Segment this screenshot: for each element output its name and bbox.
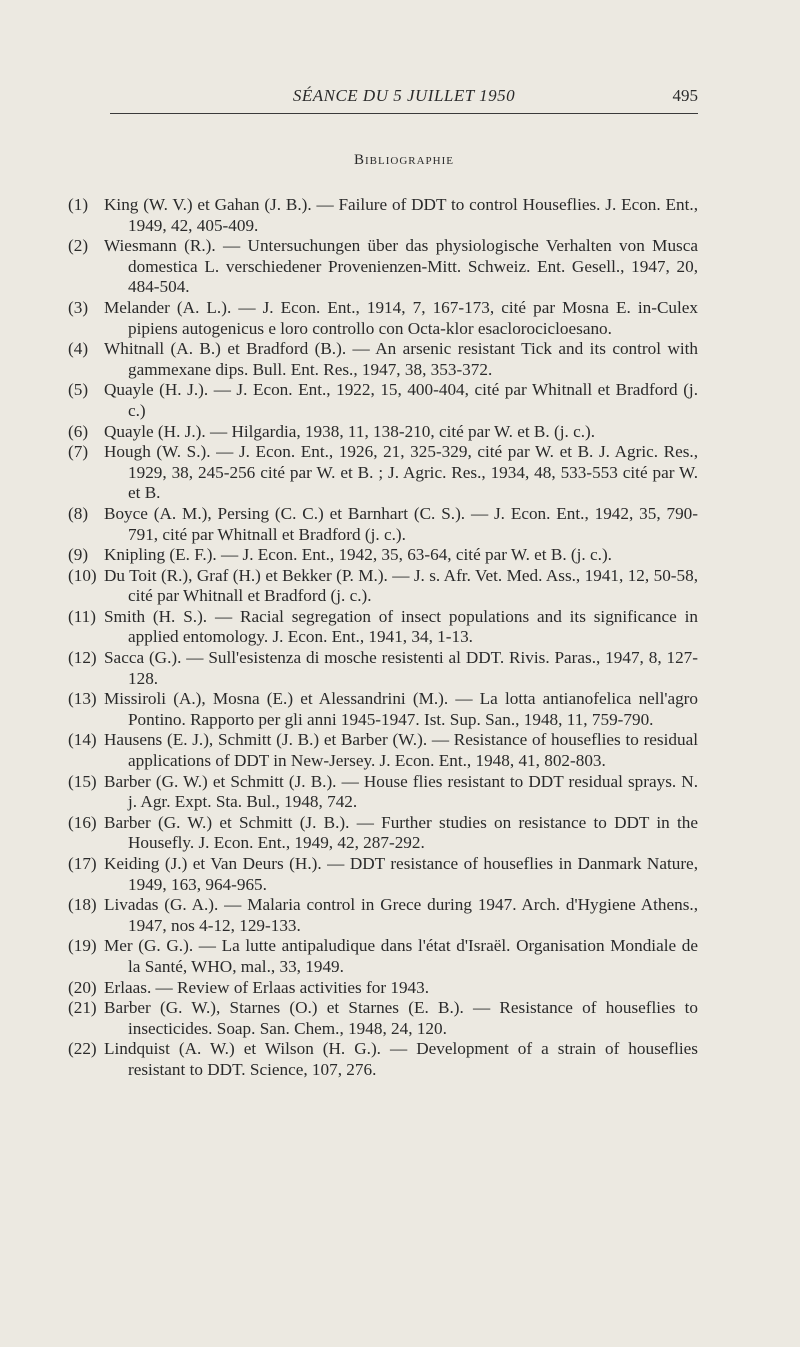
- reference-item: [68, 936, 700, 977]
- reference-number: (12): [68, 648, 97, 668]
- reference-text: Lindquist (A. W.) et Wilson (H. G.). — Development of a strain of houseflies resistant to DDT. Science, 107, 276.: [104, 1039, 698, 1079]
- header-rule: [110, 113, 698, 114]
- reference-number: (15): [68, 771, 97, 791]
- reference-number: (14): [68, 730, 97, 750]
- reference-number: (3): [68, 297, 89, 317]
- reference-text: Quayle (H. J.). — Hilgardia, 1938, 11, 138-210, cité par W. et B. (j. c.).: [104, 421, 596, 441]
- reference-item: [68, 648, 700, 689]
- reference-number: (18): [68, 895, 97, 915]
- reference-item: [68, 236, 700, 298]
- reference-item: [68, 298, 700, 339]
- reference-item: [68, 730, 700, 771]
- reference-number: (7): [68, 442, 89, 462]
- reference-text: Melander (A. L.). — J. Econ. Ent., 1914, 7, 167-173, cité par Mosna E. in-Culex pipiens autogenicus e loro controllo con Octa-klor esaclorocicloesano.: [104, 297, 698, 338]
- reference-text: Barber (G. W.), Starnes (O.) et Starnes (E. B.). — Resistance of houseflies to insecticides. Soap. San. Chem., 1948, 24, 120.: [104, 998, 698, 1038]
- reference-text: Whitnall (A. B.) et Bradford (B.). — An arsenic resistant Tick and its control with gammexane dips. Bull. Ent. Res., 1947, 38, 353-372.: [104, 339, 698, 379]
- running-header: [110, 86, 698, 110]
- reference-number: (19): [68, 936, 97, 956]
- running-title: SÉANCE DU 5 JUILLET 1950: [292, 86, 516, 105]
- reference-text: Hough (W. S.). — J. Econ. Ent., 1926, 21, 325-329, cité par W. et B. J. Agric. Res., 1929, 38, 245-256 cité par W. et B. ; J. Agric. Res., 1934, 48, 533-553 cité par W. et B.: [104, 442, 698, 503]
- reference-text: Barber (G. W.) et Schmitt (J. B.). — House flies resistant to DDT residual sprays. N. j. Agr. Expt. Sta. Bul., 1948, 742.: [104, 771, 698, 812]
- reference-number: (21): [68, 998, 97, 1018]
- reference-number: (11): [68, 606, 96, 626]
- reference-number: (1): [68, 195, 89, 214]
- reference-item: [68, 504, 700, 545]
- reference-text: Missiroli (A.), Mosna (E.) et Alessandrini (M.). — La lotta antianofelica nell'agro Pontino. Rapporto per gli anni 1945-1947. Ist. Sup. San., 1948, 11, 759-790.: [104, 689, 698, 729]
- reference-item: [68, 566, 700, 607]
- reference-item: [68, 854, 700, 895]
- reference-number: (6): [68, 421, 89, 441]
- reference-list: [68, 195, 700, 1081]
- reference-item: [68, 1039, 700, 1080]
- reference-item: [68, 380, 700, 421]
- reference-number: (9): [68, 545, 89, 565]
- reference-item: [68, 195, 700, 236]
- reference-item: [68, 772, 700, 813]
- reference-number: (17): [68, 854, 97, 873]
- reference-text: Keiding (J.) et Van Deurs (H.). — DDT resistance of houseflies in Danmark Nature, 1949, 163, 964-965.: [104, 854, 698, 894]
- reference-text: Du Toit (R.), Graf (H.) et Bekker (P. M.). — J. s. Afr. Vet. Med. Ass., 1941, 12, 50-58, cité par Whitnall et Bradford (j. c.).: [104, 565, 698, 606]
- reference-item: [68, 545, 700, 566]
- reference-item: [68, 442, 700, 504]
- reference-text: King (W. V.) et Gahan (J. B.). — Failure of DDT to control Houseflies. J. Econ. Ent., 1949, 42, 405-409.: [104, 195, 698, 235]
- reference-number: (2): [68, 236, 89, 256]
- reference-item: [68, 339, 700, 380]
- reference-number: (8): [68, 503, 89, 523]
- reference-item: [68, 813, 700, 854]
- reference-text: Sacca (G.). — Sull'esistenza di mosche resistenti al DDT. Rivis. Paras., 1947, 8, 127-128.: [104, 648, 698, 688]
- reference-item: [68, 998, 700, 1039]
- reference-item: [68, 895, 700, 936]
- reference-number: (20): [68, 977, 97, 997]
- reference-text: Hausens (E. J.), Schmitt (J. B.) et Barber (W.). — Resistance of houseflies to residual applications of DDT in New-Jersey. J. Econ. Ent., 1948, 41, 802-803.: [104, 730, 698, 771]
- reference-text: Barber (G. W.) et Schmitt (J. B.). — Further studies on resistance to DDT in the Housefly. J. Econ. Ent., 1949, 42, 287-292.: [104, 812, 698, 853]
- reference-text: Smith (H. S.). — Racial segregation of insect populations and its significance in applied entomology. J. Econ. Ent., 1941, 34, 1-13.: [104, 606, 698, 647]
- reference-text: Mer (G. G.). — La lutte antipaludique dans l'état d'Israël. Organisation Mondiale de la Santé, WHO, mal., 33, 1949.: [104, 936, 698, 976]
- reference-text: Boyce (A. M.), Persing (C. C.) et Barnhart (C. S.). — J. Econ. Ent., 1942, 35, 790-791, cité par Whitnall et Bradford (j. c.).: [104, 503, 698, 544]
- reference-number: (16): [68, 812, 97, 832]
- reference-text: Quayle (H. J.). — J. Econ. Ent., 1922, 15, 400-404, cité par Whitnall et Bradford (j. c.): [104, 380, 698, 420]
- reference-number: (5): [68, 380, 89, 400]
- reference-number: (22): [68, 1039, 97, 1059]
- page-number: 495: [672, 86, 698, 105]
- reference-item: [68, 689, 700, 730]
- reference-text: Wiesmann (R.). — Untersuchungen über das physiologische Verhalten von Musca domestica L. verschiedener Provenienzen-Mitt. Schweiz. Ent. Gesell., 1947, 20, 484-504.: [104, 236, 698, 297]
- reference-text: Livadas (G. A.). — Malaria control in Grece during 1947. Arch. d'Hygiene Athens., 1947, nos 4-12, 129-133.: [104, 895, 698, 935]
- section-title: Bibliographie: [354, 152, 454, 168]
- reference-item: [68, 607, 700, 648]
- reference-number: (10): [68, 565, 97, 585]
- reference-item: [68, 978, 700, 999]
- reference-number: (4): [68, 339, 89, 359]
- reference-item: [68, 422, 700, 443]
- reference-text: Knipling (E. F.). — J. Econ. Ent., 1942, 35, 63-64, cité par W. et B. (j. c.).: [104, 545, 612, 565]
- reference-text: Erlaas. — Review of Erlaas activities for 1943.: [104, 977, 430, 997]
- reference-number: (13): [68, 689, 97, 709]
